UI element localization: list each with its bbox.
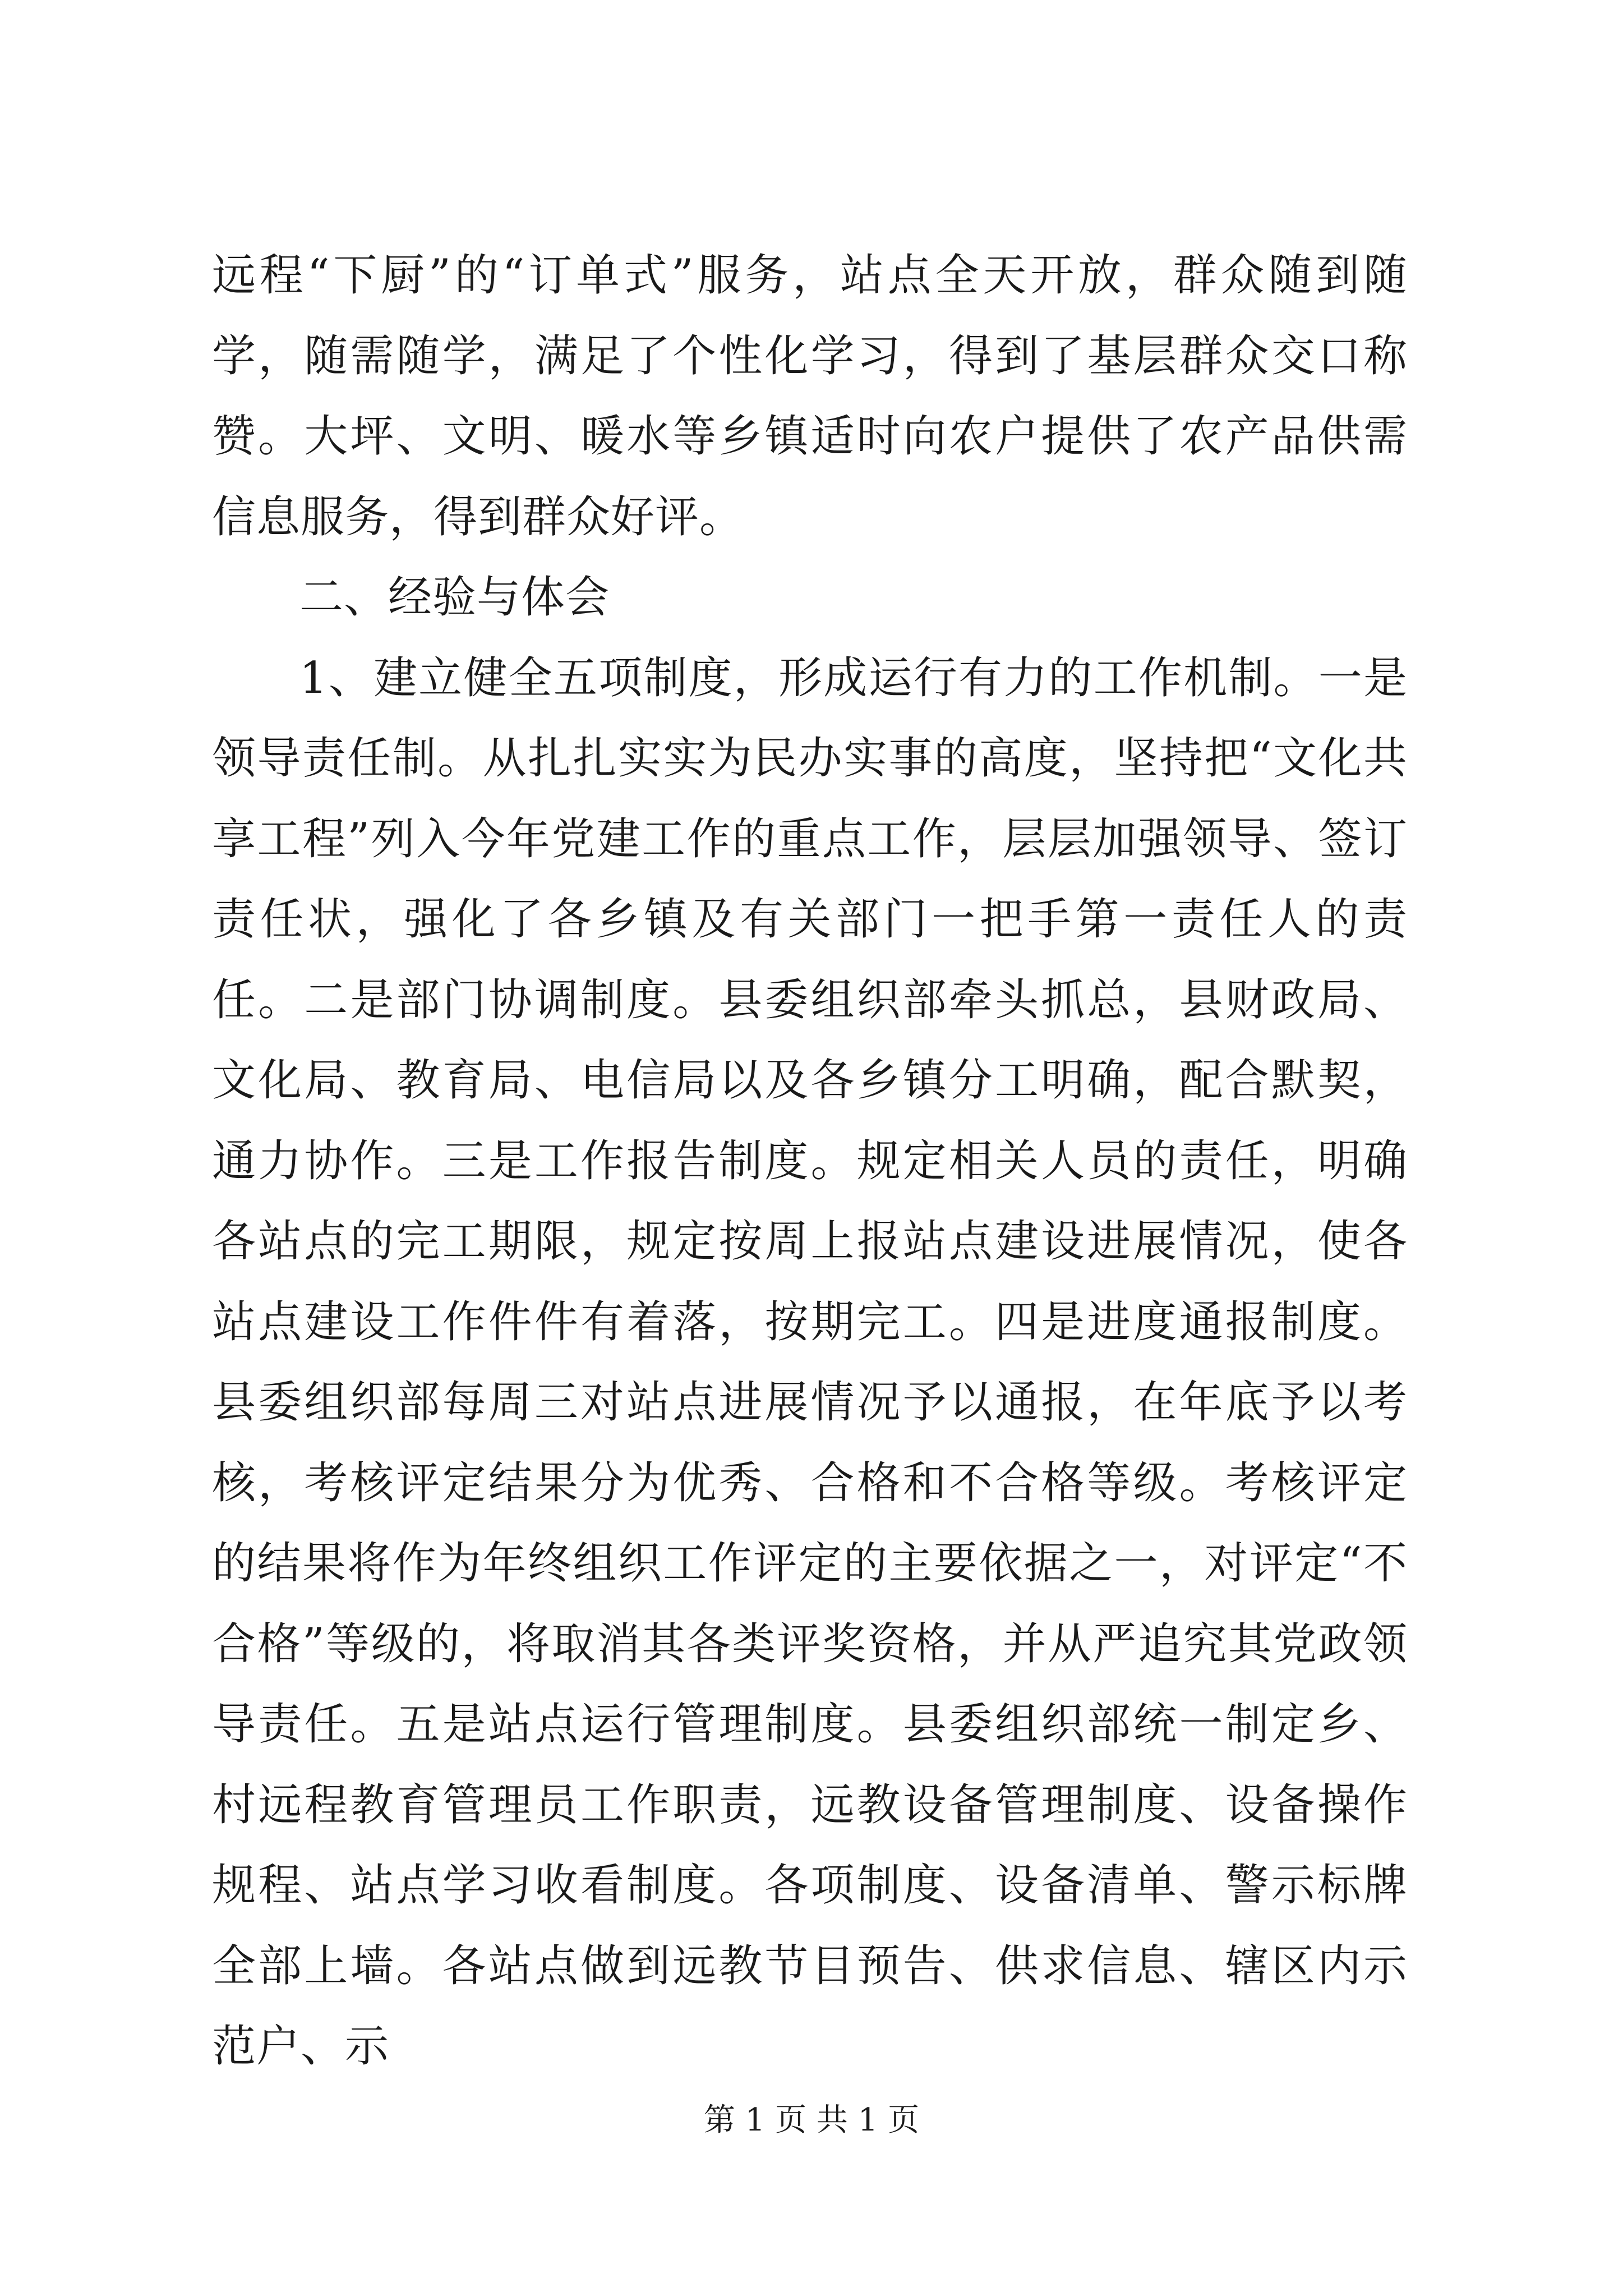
document-body — [212, 236, 1408, 2087]
paragraph-body: 1、建立健全五项制度，形成运行有力的工作机制。一是领导责任制。从扎扎实实为民办实事的高度，坚持把“文化共享工程”列入今年党建工作的重点工作，层层加强领导、签订责任状，强化了各乡镇及有关部门一把手第一责任人的责任。二是部门协调制度。县委组织部牵头抓总，县财政局、文化局、教育局、电信局以及各乡镇分工明确，配合默契，通力协作。三是工作报告制度。规定相关人员的责任，明确各站点的完工期限，规定按周上报站点建设进展情况，使各站点建设工作件件有着落，按期完工。四是进度通报制度。县委组织部每周三对站点进展情况予以通报，在年底予以考核，考核评定结果分为优秀、合格和不合格等级。考核评定的结果将作为年终组织工作评定的主要依据之一，对评定“不合格”等级的，将取消其各类评奖资格，并从严追究其党政领导责任。五是站点运行管理制度。县委组织部统一制定乡、村远程教育管理员工作职责，远教设备管理制度、设备操作规程、站点学习收看制度。各项制度、设备清单、警示标牌全部上墙。各站点做到远教节目预告、供求信息、辖区内示范户、示 — [212, 652, 1408, 2072]
page-footer: 第 1 页 共 1 页 — [703, 2102, 920, 2138]
section-heading: 二、经验与体会 — [299, 572, 610, 623]
paragraph-continuation: 远程“下厨”的“订单式”服务，站点全天开放，群众随到随学，随需随学，满足了个性化学习，得到了基层群众交口称赞。大坪、文明、暖水等乡镇适时向农户提供了农产品供需信息服务，得到群众好评。 — [212, 250, 1408, 542]
